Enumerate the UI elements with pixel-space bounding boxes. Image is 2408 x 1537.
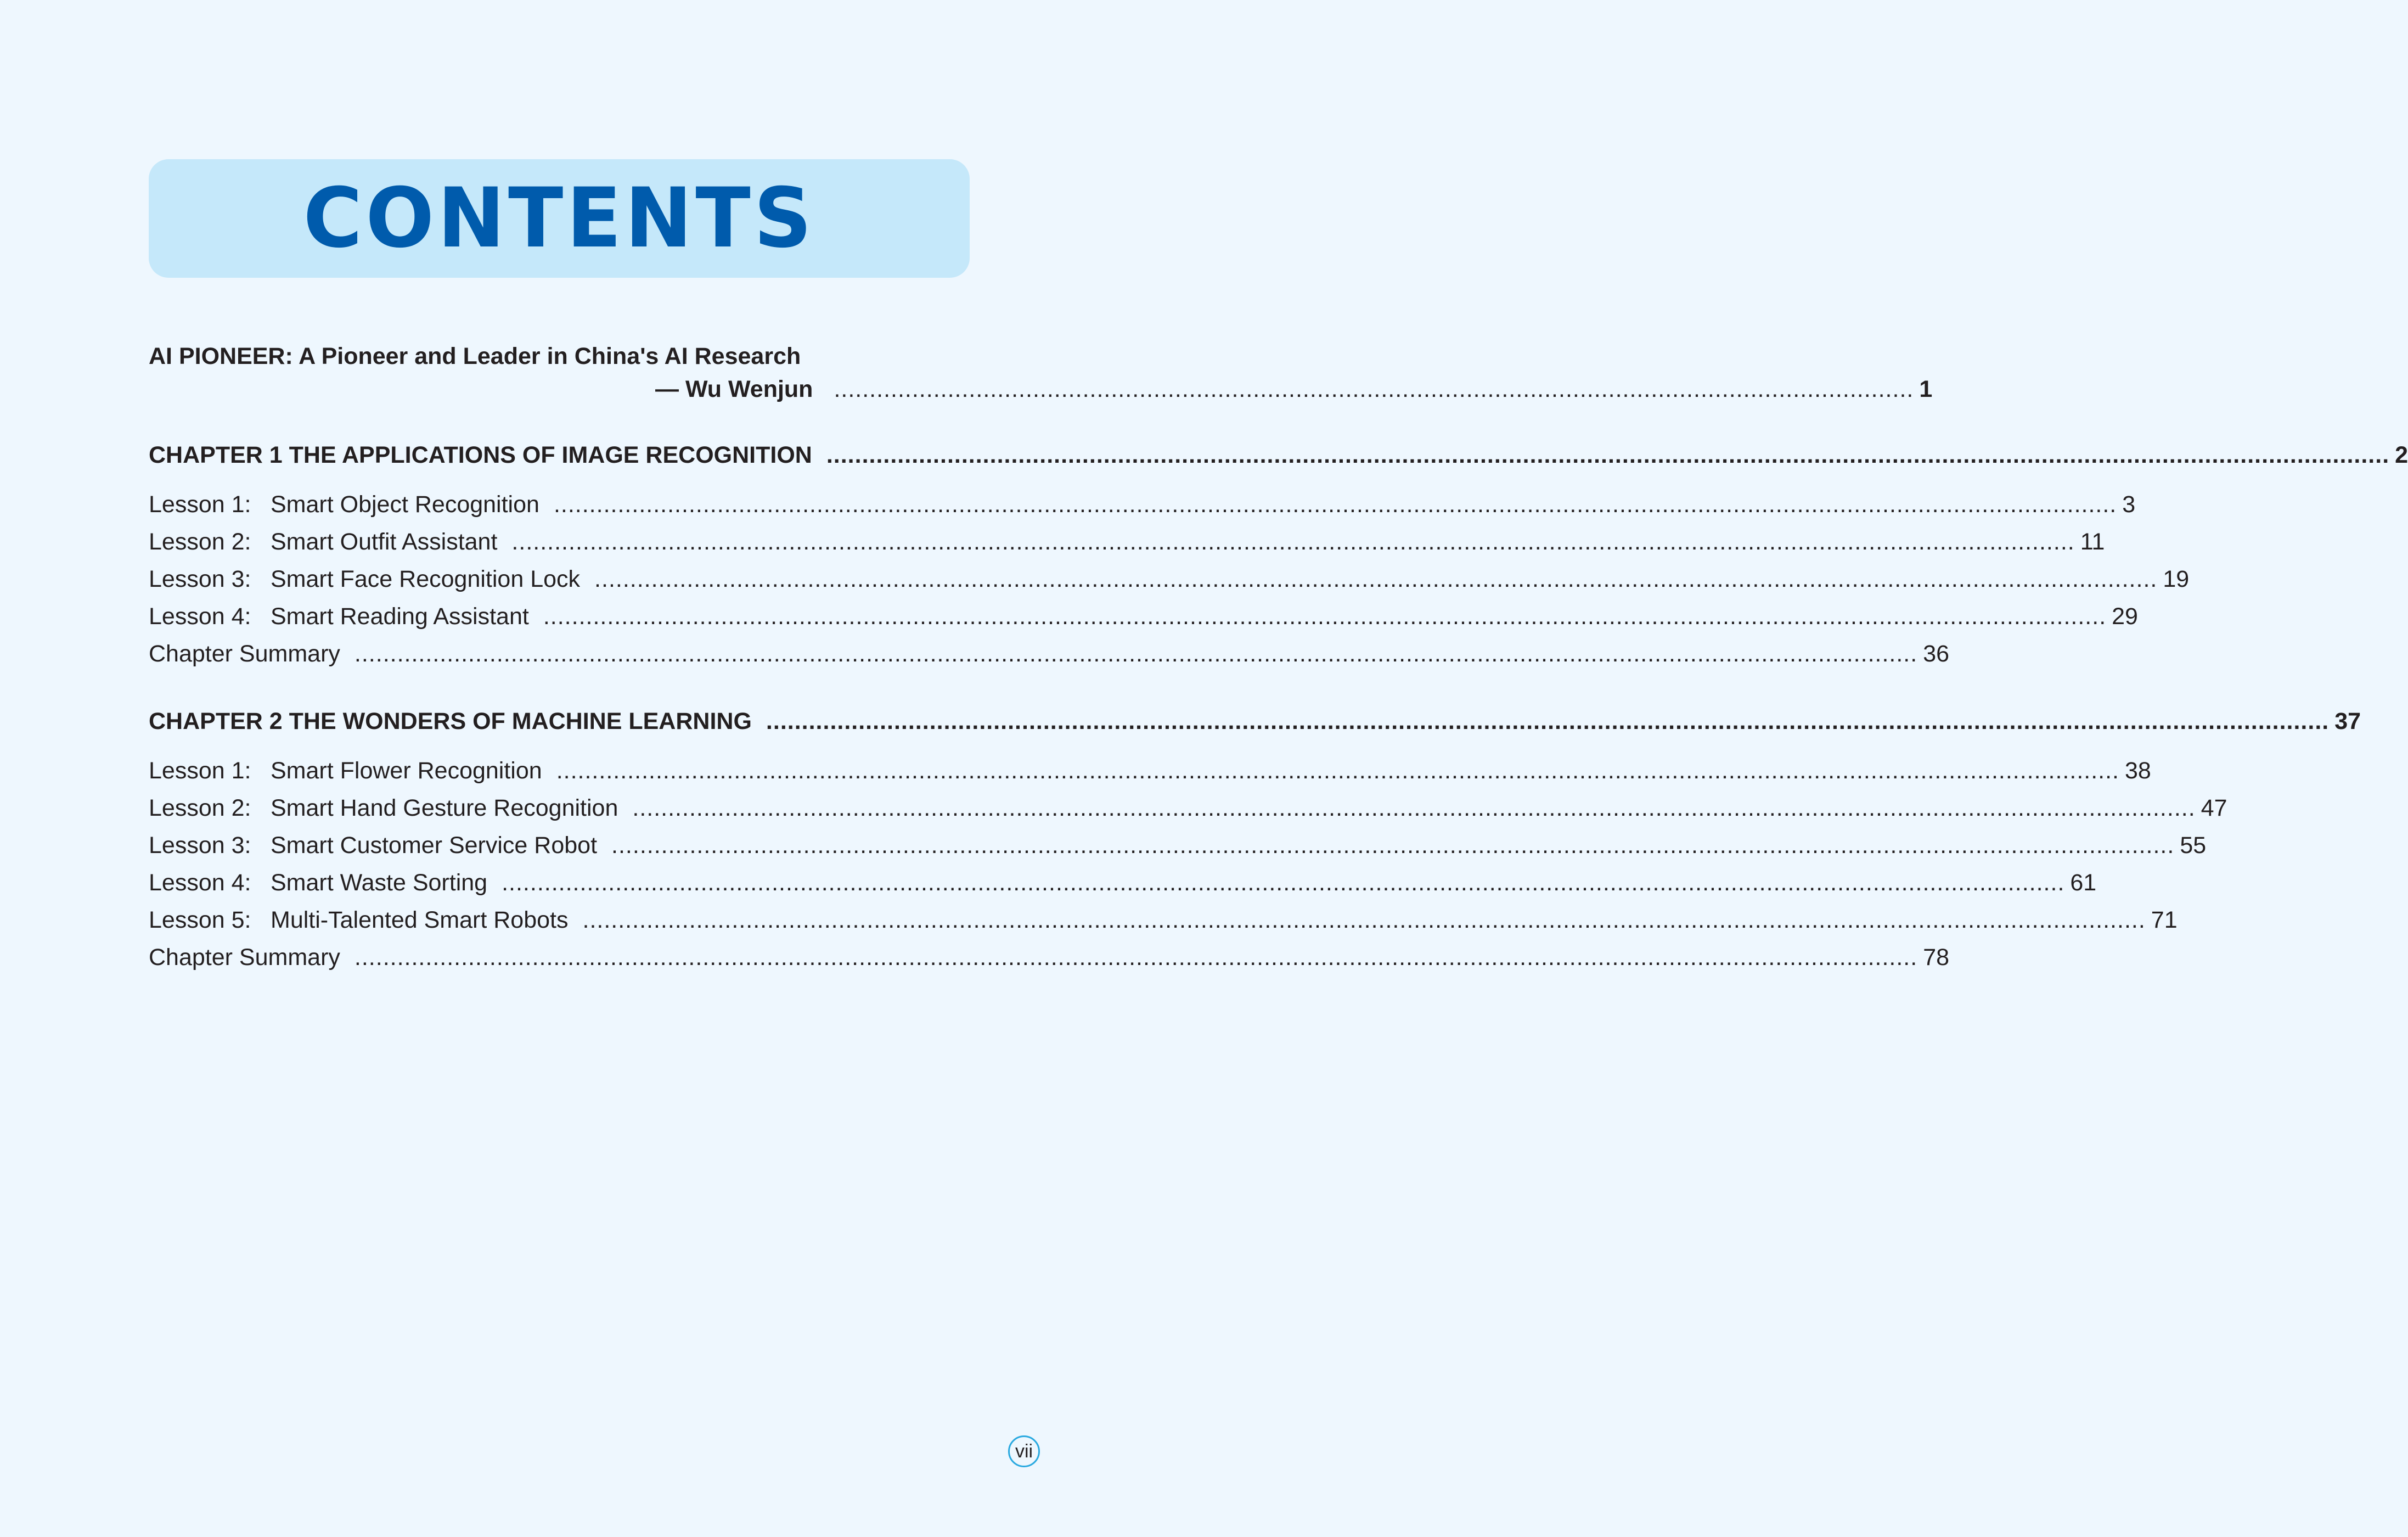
toc-entry[interactable] <box>149 870 2097 896</box>
lesson-page: 19 <box>2163 566 2190 592</box>
lesson-page: 61 <box>2070 870 2097 896</box>
lesson-title: Smart Reading Assistant <box>271 603 529 630</box>
lesson-number: Lesson 1: <box>149 491 251 518</box>
leader-dots: ............................................................................................................................................................................................................................ <box>502 870 2065 896</box>
chapter-title: CHAPTER 1 THE APPLICATIONS OF IMAGE RECOGNITION <box>149 442 812 468</box>
lesson-title: Smart Face Recognition Lock <box>271 566 581 592</box>
lesson-title: Smart Customer Service Robot <box>271 832 598 859</box>
chapter-2-heading[interactable] <box>149 708 2361 735</box>
lesson-number: Lesson 2: <box>149 795 251 821</box>
lesson-page: 47 <box>2201 795 2227 821</box>
lesson-number: Lesson 1: <box>149 758 251 784</box>
pioneer-entry[interactable] <box>655 376 1933 403</box>
toc-entry[interactable] <box>149 641 1950 667</box>
chapter-title: CHAPTER 2 THE WONDERS OF MACHINE LEARNING <box>149 708 752 734</box>
chapter-page: 2 <box>2395 442 2408 468</box>
leader-dots: ............................................................................................................................................................................................................................ <box>553 491 2117 518</box>
toc-entry[interactable] <box>149 566 2190 593</box>
lesson-title: Smart Flower Recognition <box>271 758 542 784</box>
toc-entry[interactable] <box>149 603 2138 630</box>
lesson-title: Smart Waste Sorting <box>271 870 488 896</box>
lesson-number: Lesson 3: <box>149 832 251 859</box>
leader-dots: ............................................................................................................................................................................................................................ <box>511 529 2075 555</box>
leader-dots: ............................................................................................................................................................................................................................ <box>594 566 2158 592</box>
lesson-page: 78 <box>1923 944 1950 971</box>
lesson-page: 71 <box>2151 907 2178 933</box>
leader-dots: ............................................................................................................................................................................................................................ <box>354 641 1918 667</box>
pioneer-page: 1 <box>1919 376 1933 402</box>
toc-entry[interactable] <box>149 491 2136 518</box>
page-title: CONTENTS <box>303 171 815 266</box>
lesson-title: Smart Hand Gesture Recognition <box>271 795 618 821</box>
leader-dots: ............................................................................................................................................................................................................................ <box>354 944 1918 971</box>
toc-entry[interactable] <box>149 529 2105 556</box>
toc-entry[interactable] <box>149 832 2207 859</box>
leader-dots: ............................................................................................................................................................................................................................ <box>543 603 2107 630</box>
lesson-page: 3 <box>2122 491 2136 518</box>
chapter-page: 37 <box>2334 708 2361 734</box>
lesson-number: Lesson 4: <box>149 870 251 896</box>
toc-entry[interactable] <box>149 795 2227 822</box>
lesson-page: 36 <box>1923 641 1950 667</box>
leader-dots: ............................................................................................................................................................................................................................ <box>826 442 2390 468</box>
lesson-page: 55 <box>2180 832 2207 859</box>
leader-dots: ........................................................................................................................................................ <box>834 376 1914 402</box>
lesson-page: 29 <box>2112 603 2138 630</box>
leader-dots: ............................................................................................................................................................................................................................ <box>632 795 2196 821</box>
toc-entry[interactable] <box>149 907 2178 934</box>
toc-entry[interactable] <box>149 758 2151 784</box>
lesson-title: Smart Object Recognition <box>271 491 539 518</box>
leader-dots: ............................................................................................................................................................................................................................ <box>766 708 2330 734</box>
lesson-title: Smart Outfit Assistant <box>271 529 498 555</box>
lesson-page: 38 <box>2125 758 2151 784</box>
lesson-number: Lesson 4: <box>149 603 251 630</box>
pioneer-author: — Wu Wenjun <box>655 376 813 402</box>
leader-dots: ............................................................................................................................................................................................................................ <box>582 907 2146 933</box>
leader-dots: ............................................................................................................................................................................................................................ <box>611 832 2175 859</box>
pioneer-title: AI PIONEER: A Pioneer and Leader in China's AI Research <box>149 343 801 369</box>
lesson-page: 11 <box>2080 529 2105 555</box>
contents-banner <box>149 159 970 278</box>
lesson-number: Lesson 2: <box>149 529 251 555</box>
lesson-number: Lesson 3: <box>149 566 251 592</box>
lesson-title: Multi-Talented Smart Robots <box>271 907 569 933</box>
lesson-number: Lesson 5: <box>149 907 251 933</box>
lesson-title: Chapter Summary <box>149 641 340 667</box>
toc-entry[interactable] <box>149 944 1950 971</box>
lesson-title: Chapter Summary <box>149 944 340 971</box>
leader-dots: ............................................................................................................................................................................................................................ <box>556 758 2119 784</box>
page-number-badge: vii <box>1008 1435 1040 1467</box>
chapter-1-heading[interactable] <box>149 442 2408 469</box>
